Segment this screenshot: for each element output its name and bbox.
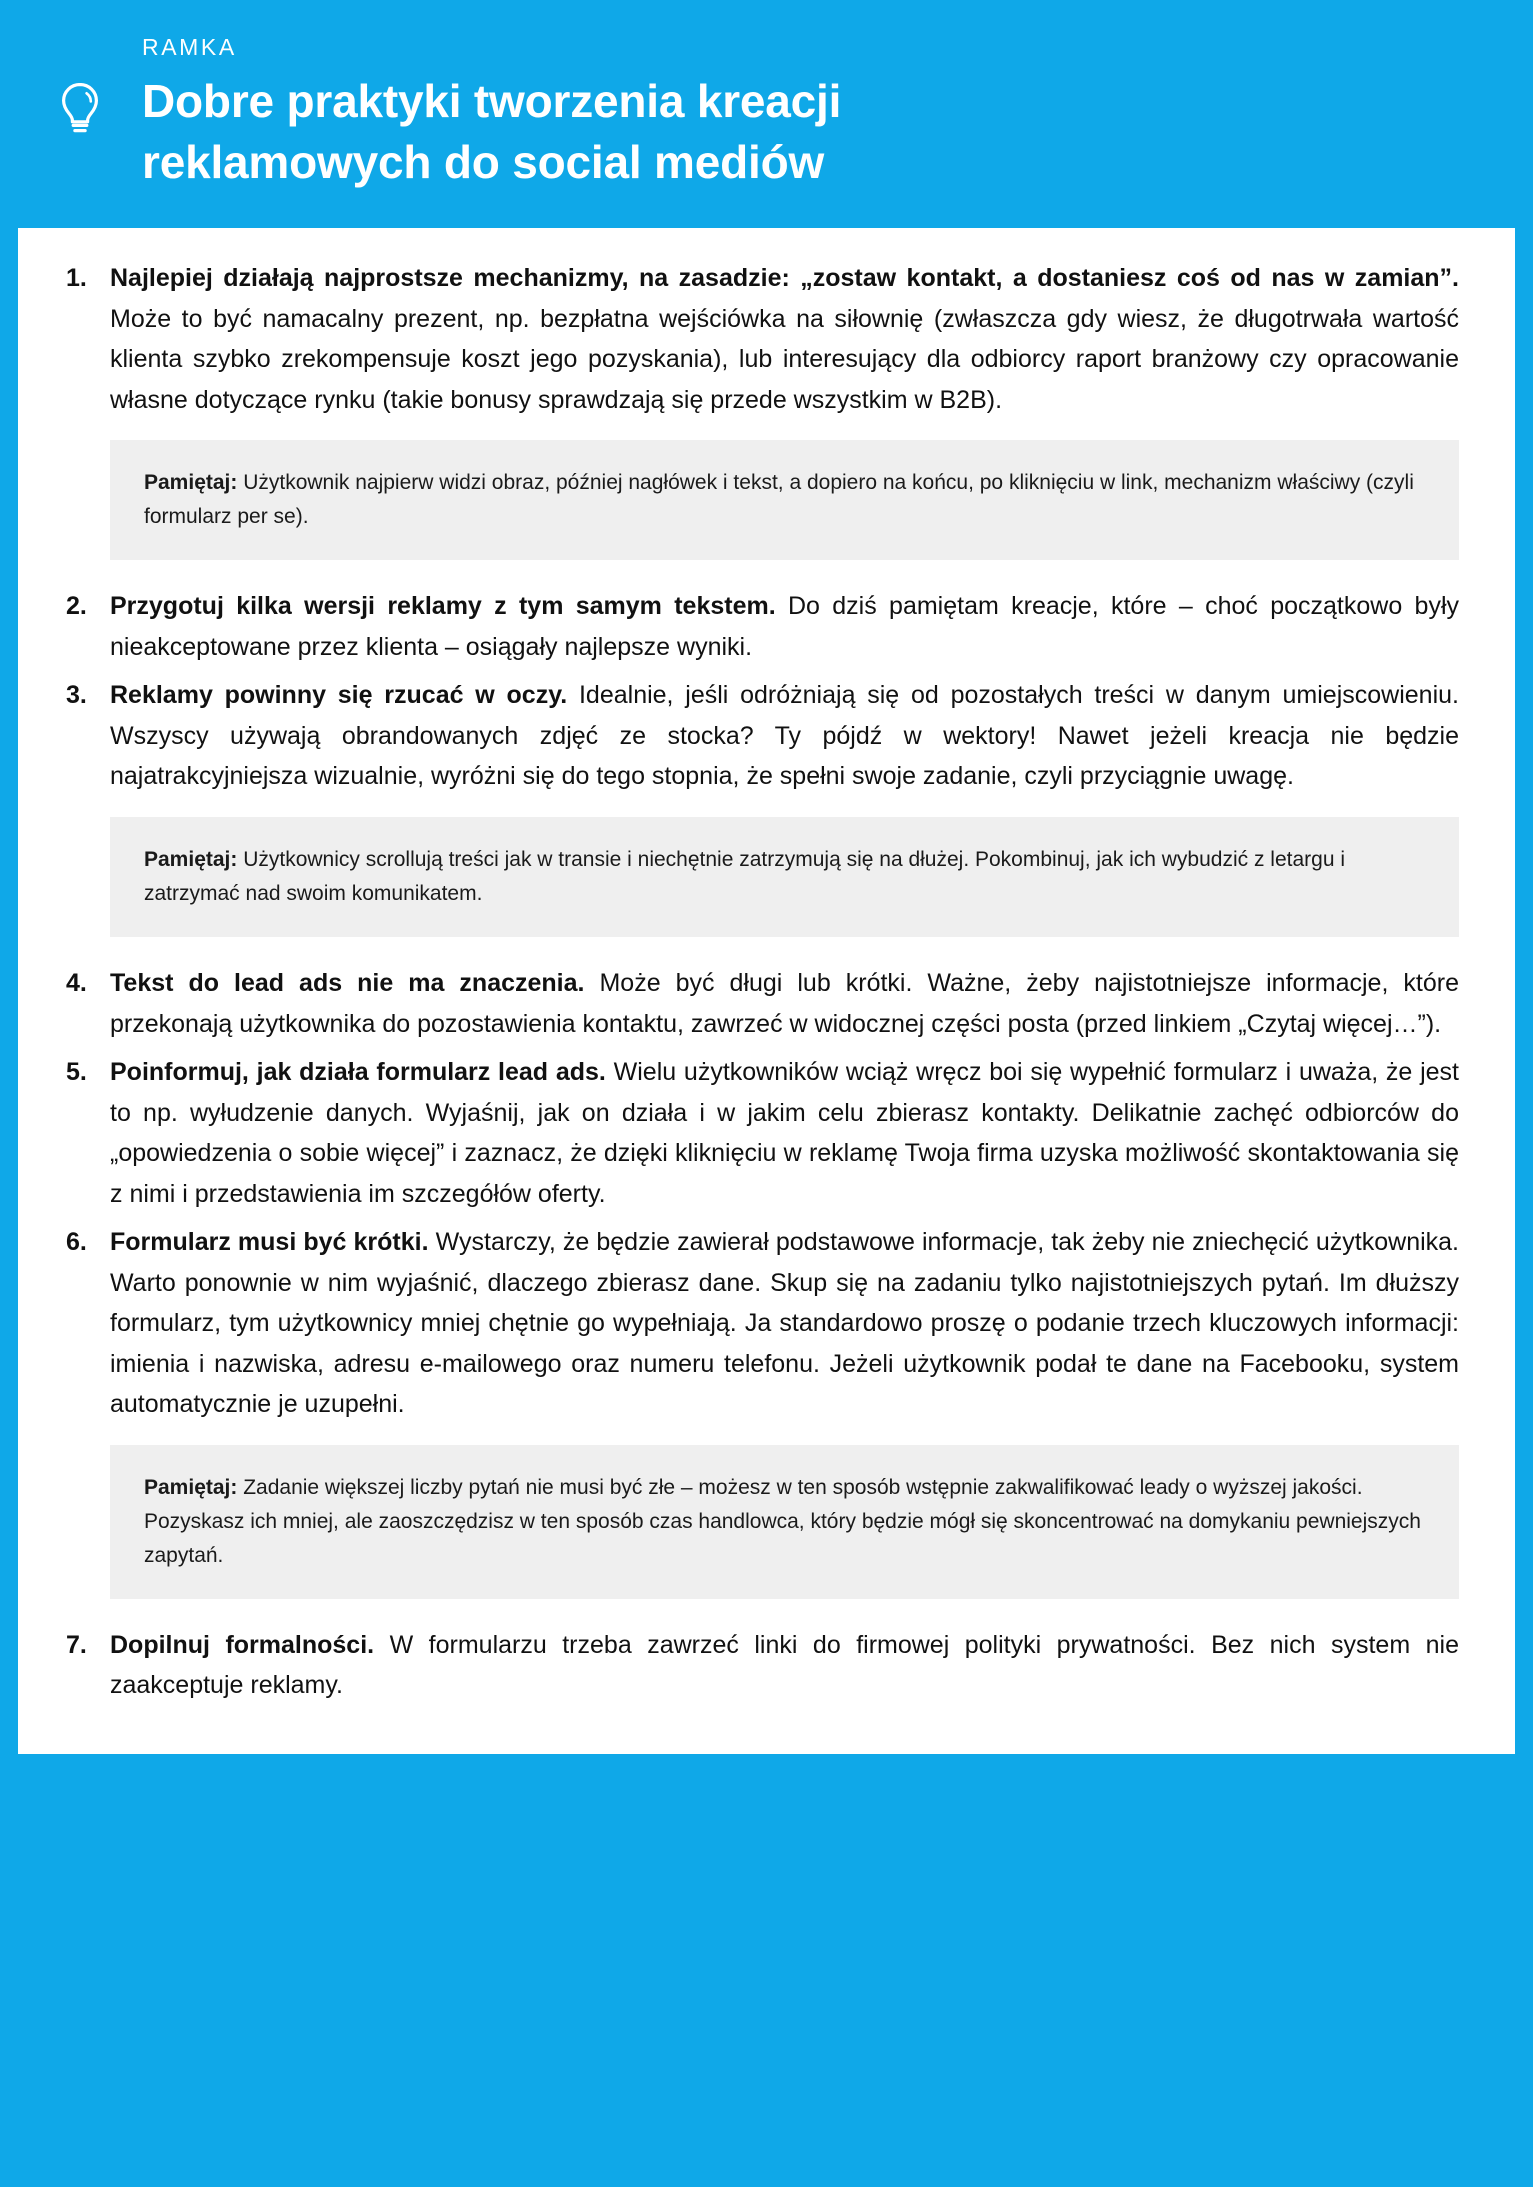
list-item-number: 5. <box>66 1058 87 1086</box>
pamietaj-note-label: Pamiętaj: <box>144 847 238 871</box>
pamietaj-note-text: Zadanie większej liczby pytań nie musi być złe – możesz w ten sposób wstępnie zakwalifikować leady o wyższej jakości. Pozyskasz ich mniej, ale zaoszczędzisz w ten sposób czas handlowca, który będzie mógł się skoncentrować na domykaniu pewniejszych zapytań. <box>144 1475 1421 1567</box>
list-item-text <box>110 1222 1459 1425</box>
list-item-lead: Reklamy powinny się rzucać w oczy. <box>110 681 568 710</box>
pamietaj-note-label: Pamiętaj: <box>144 1475 238 1499</box>
content-panel <box>18 228 1515 1753</box>
pamietaj-note <box>110 440 1459 560</box>
list-item-lead: Formularz musi być krótki. <box>110 1228 429 1256</box>
list-item-lead: Przygotuj kilka wersji reklamy z tym samym tekstem. <box>110 592 776 621</box>
list-item-text <box>110 675 1459 797</box>
list-item-text <box>110 1052 1459 1214</box>
list-item <box>58 258 1459 420</box>
list-item-lead: Tekst do lead ads nie ma znaczenia. <box>110 969 585 997</box>
list-item-number: 4. <box>66 969 87 997</box>
list-item-text <box>110 258 1459 420</box>
pamietaj-note-text: Użytkownicy scrollują treści jak w transie i niechętnie zatrzymują się na dłużej. Pokombinuj, jak ich wybudzić z letargu i zatrzymać nad swoim komunikatem. <box>144 847 1345 905</box>
pamietaj-note <box>110 817 1459 937</box>
list-item-rest: Wielu użytkowników wciąż wręcz boi się wypełnić formularz i uważa, że jest to np. wyłudzenie danych. Wyjaśnij, jak on działa i w jakim celu zbierasz kontakty. Delikatnie zachęć odbiorców do „opowiedzenia o sobie więcej” i zaznacz, że dzięki kliknięciu w reklamę Twoja firma uzyska możliwość skontaktowania się z nimi i przedstawienia im szczegółów oferty. <box>110 1058 1459 1208</box>
list-item-rest: Może być długi lub krótki. Ważne, żeby najistotniejsze informacje, które przekonają użytkownika do pozostawienia kontaktu, zawrzeć w widocznej części posta (przed linkiem „Czytaj więcej…”). <box>110 969 1459 1038</box>
pamietaj-note-text: Użytkownik najpierw widzi obraz, później nagłówek i tekst, a dopiero na końcu, po kliknięciu w link, mechanizm właściwy (czyli formularz per se). <box>144 471 1414 529</box>
list-item <box>58 963 1459 1044</box>
list-item-number: 7. <box>66 1630 87 1659</box>
list-item-number: 6. <box>66 1228 87 1256</box>
list-item-rest: Idealnie, jeśli odróżniają się od pozostałych treści w danym umiejscowieniu. Wszyscy używają obrandowanych zdjęć ze stocka? Ty pójdź w wektory! Nawet jeżeli kreacja nie będzie najatrakcyjniejsza wizualnie, wyróżni się do tego stopnia, że spełni swoje zadanie, czyli przyciągnie uwagę. <box>110 681 1459 791</box>
kicker-label: RAMKA <box>142 34 237 60</box>
list-item-lead: Najlepiej działają najprostsze mechanizmy, na zasadzie: „zostaw kontakt, a dostaniesz coś od nas w zamian”. <box>110 264 1459 293</box>
list-item-rest: Wystarczy, że będzie zawierał podstawowe informacje, tak żeby nie zniechęcić użytkownika. Warto ponownie w nim wyjaśnić, dlaczego zbierasz dane. Skup się na zadaniu tylko najistotniejszych pytań. Im dłuższy formularz, tym użytkownicy mniej chętnie go wypełniają. Ja standardowo proszę o podanie trzech kluczowych informacji: imienia i nazwiska, adresu e-mailowego oraz numeru telefonu. Jeżeli użytkownik podał te dane na Facebooku, system automatycznie je uzupełni. <box>110 1228 1460 1418</box>
list-item-number: 2. <box>66 592 87 621</box>
list-item-rest: Do dziś pamiętam kreacje, które – choć początkowo były nieakceptowane przez klienta – osiągały najlepsze wyniki. <box>110 592 1460 661</box>
list-item-rest: W formularzu trzeba zawrzeć linki do firmowej polityki prywatności. Bez nich system nie zaakceptuje reklamy. <box>110 1630 1459 1700</box>
list-item-text <box>110 1625 1459 1706</box>
pamietaj-note <box>110 1445 1459 1599</box>
list-item-text <box>110 963 1459 1044</box>
list-item-text <box>110 586 1459 667</box>
header-row <box>18 71 1515 192</box>
list-item <box>58 586 1459 667</box>
page-title-line-1: Dobre praktyki tworzenia kreacji <box>142 75 842 127</box>
lightbulb-icon <box>18 71 142 137</box>
list-item-rest: Może to być namacalny prezent, np. bezpłatna wejściówka na siłownię (zwłaszcza gdy wiesz, że długotrwała wartość klienta szybko zrekompensuje koszt jego pozyskania), lub interesujący dla odbiorcy raport branżowy czy opracowanie własne dotyczące rynku (takie bonusy sprawdzają się przede wszystkim w B2B). <box>110 304 1459 414</box>
frame-header <box>18 0 1515 228</box>
list-item <box>58 675 1459 797</box>
list-item <box>58 1625 1459 1706</box>
list-item-lead: Poinformuj, jak działa formularz lead ads. <box>110 1058 606 1086</box>
list-item <box>58 1052 1459 1214</box>
list-item <box>58 1222 1459 1425</box>
page-title <box>142 71 841 192</box>
list-item-lead: Dopilnuj formalności. <box>110 1630 375 1659</box>
page-title-line-2: reklamowych do social mediów <box>142 135 825 188</box>
pamietaj-note-label: Pamiętaj: <box>144 471 238 495</box>
list-item-number: 3. <box>66 681 87 710</box>
list-item-number: 1. <box>66 264 87 293</box>
